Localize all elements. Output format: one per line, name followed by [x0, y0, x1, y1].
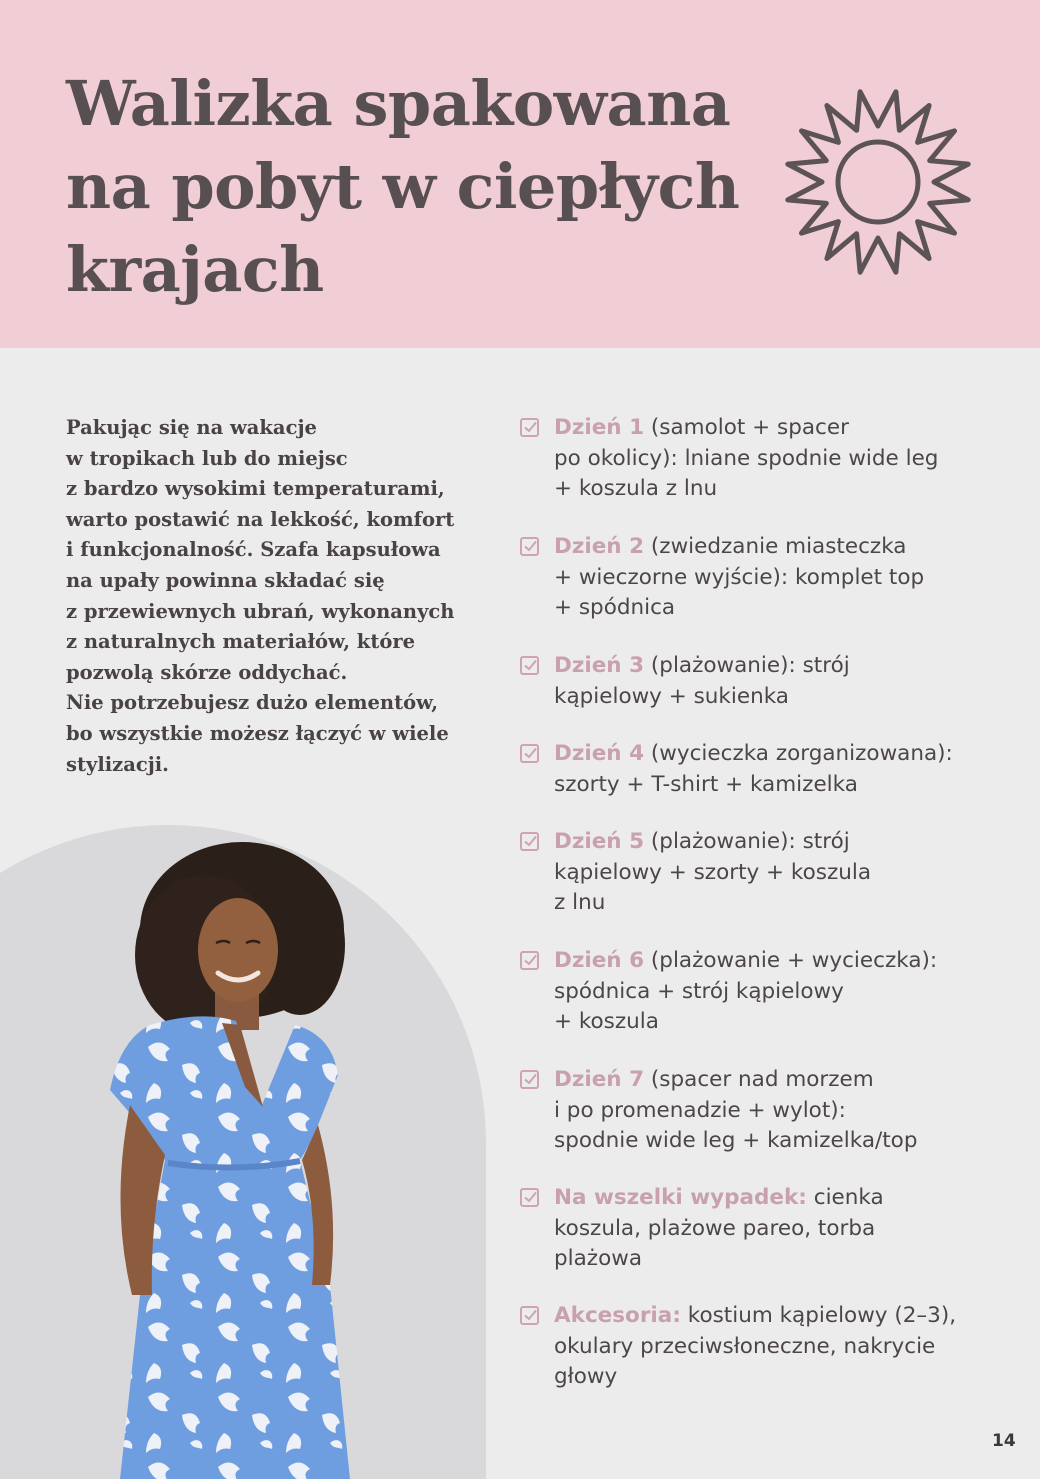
item-text-line: kąpielowy + szorty + koszula [554, 859, 872, 885]
item-text-line: + wieczorne wyjście): komplet top [554, 564, 925, 590]
sun-icon [782, 86, 974, 278]
item-label: Dzień 2 [554, 534, 645, 559]
item-text-line: spódnica + strój kąpielowy [554, 978, 844, 1004]
checkbox-checked-icon [520, 832, 539, 851]
item-text-line: kąpielowy + sukienka [554, 683, 789, 709]
item-text-line: (zwiedzanie miasteczka [644, 534, 907, 559]
intro-line: na upały powinna składać się [66, 568, 385, 592]
item-text-line: kostium kąpielowy (2–3), [680, 1303, 957, 1328]
item-text-line: cienka [806, 1185, 884, 1210]
title-line: na pobyt w ciepłych [66, 150, 740, 223]
header-banner [0, 0, 1040, 348]
intro-paragraph [66, 413, 506, 780]
checkbox-checked-icon [520, 744, 539, 763]
item-label: Dzień 5 [554, 829, 645, 854]
item-text-line: + koszula [554, 1009, 659, 1034]
intro-line: i funkcjonalność. Szafa kapsułowa [66, 538, 441, 562]
checkbox-checked-icon [520, 1188, 539, 1207]
item-text-line: plażowa [554, 1246, 642, 1271]
title-line: Walizka spakowana [66, 67, 731, 140]
item-text-line: koszula, plażowe pareo, torba [554, 1215, 876, 1241]
intro-line: Pakując się na wakacje [66, 416, 317, 439]
item-label: Dzień 4 [554, 741, 645, 766]
item-label: Dzień 6 [554, 948, 645, 973]
model-photo [0, 825, 490, 1479]
item-text-line: (plażowanie): strój [644, 653, 850, 678]
page-title [66, 62, 746, 311]
item-text-line: spodnie wide leg + kamizelka/top [554, 1128, 918, 1153]
intro-line: z bardzo wysokimi temperaturami, [66, 477, 445, 501]
item-text-line: (plażowanie + wycieczka): [644, 948, 938, 973]
checkbox-checked-icon [520, 656, 539, 675]
item-text-line: po okolicy): lniane spodnie wide leg [554, 445, 939, 471]
item-text-line: + spódnica [554, 595, 676, 620]
item-text-line: okulary przeciwsłoneczne, nakrycie [554, 1333, 936, 1359]
checkbox-checked-icon [520, 1070, 539, 1089]
intro-line: stylizacji. [66, 752, 169, 776]
item-text-line: (samolot + spacer [644, 415, 849, 440]
item-label: Dzień 3 [554, 653, 645, 678]
intro-line: w tropikach lub do miejsc [66, 446, 348, 470]
item-label: Dzień 7 [554, 1067, 645, 1092]
item-text-line: (spacer nad morzem [644, 1067, 874, 1092]
intro-line: bo wszystkie możesz łączyć w wiele [66, 721, 449, 745]
checkbox-checked-icon [520, 1306, 539, 1325]
item-text-line: (plażowanie): strój [644, 829, 850, 854]
item-text-line: szorty + T-shirt + kamizelka [554, 771, 858, 797]
item-label: Na wszelki wypadek: [554, 1185, 807, 1210]
checkbox-checked-icon [520, 951, 539, 970]
checkbox-checked-icon [520, 418, 539, 437]
page-number: 14 [992, 1431, 1016, 1451]
woman-in-blue-dress-image [0, 825, 490, 1479]
intro-line: Nie potrzebujesz dużo elementów, [66, 691, 439, 715]
item-text-line: (wycieczka zorganizowana): [644, 741, 953, 766]
checkbox-checked-icon [520, 537, 539, 556]
item-text-line: z lnu [554, 890, 606, 915]
title-line: krajach [66, 233, 324, 306]
item-label: Akcesoria: [554, 1303, 681, 1328]
item-text-line: + koszula z lnu [554, 476, 718, 501]
intro-line: z przewiewnych ubrań, wykonanych [66, 599, 455, 623]
item-text-line: i po promenadzie + wylot): [554, 1097, 846, 1123]
intro-line: warto postawić na lekkość, komfort [66, 507, 455, 531]
item-text-line: głowy [554, 1364, 618, 1389]
intro-line: z naturalnych materiałów, które [66, 630, 416, 654]
intro-line: pozwolą skórze oddychać. [66, 660, 348, 684]
item-label: Dzień 1 [554, 415, 645, 440]
